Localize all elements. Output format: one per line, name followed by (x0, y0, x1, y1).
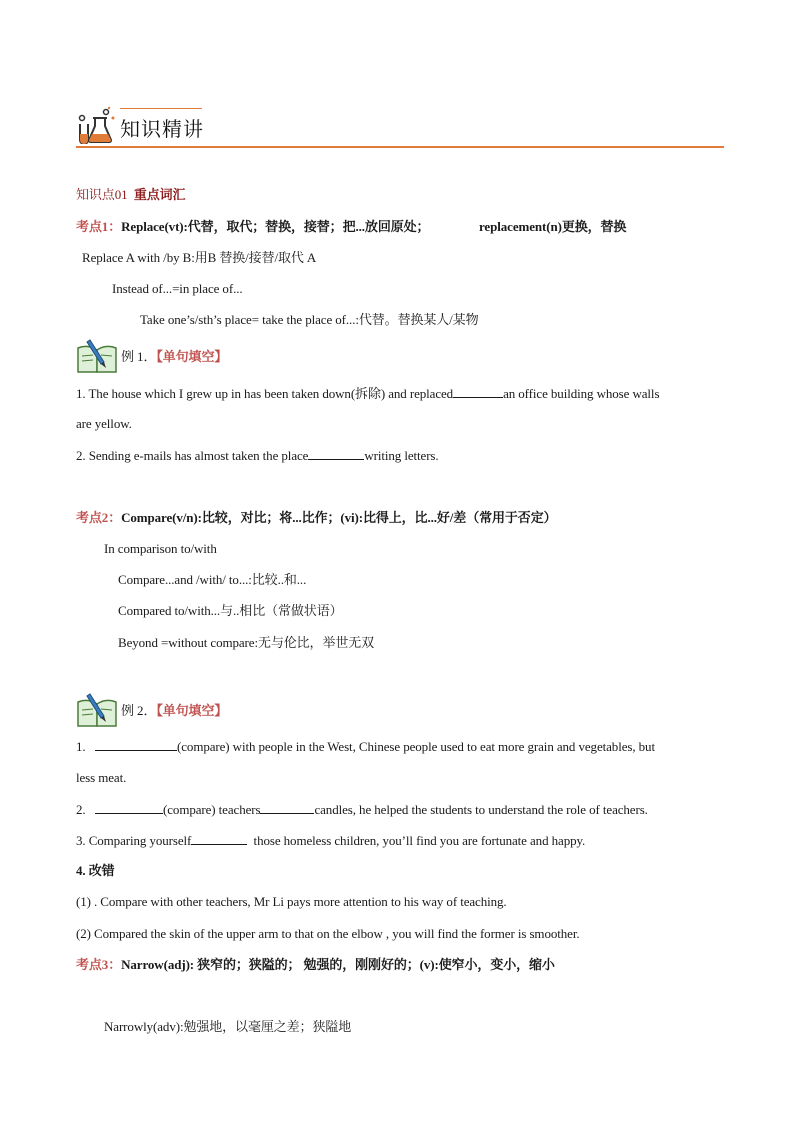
book-pencil-icon (76, 338, 120, 374)
ex1-q1-text-b: an office building whose walls (503, 386, 660, 401)
kd3-line1: Narrowly(adv):勉强地，以毫厘之差；狭隘地 (104, 1019, 352, 1034)
section-title: 重点词汇 (133, 187, 186, 202)
ex1-label: 例 1． (121, 349, 157, 364)
kd2-heading (76, 510, 557, 526)
ex1-q1-text-a: 1. The house which I grew up in has been taken down(拆除) and replaced (76, 386, 454, 401)
section-heading (76, 187, 185, 203)
ex2-q1 (76, 738, 655, 755)
kd3-heading (76, 957, 555, 973)
ex2-q3 (76, 832, 585, 849)
book-pencil-icon (76, 692, 120, 728)
ex2-q2 (76, 801, 648, 818)
kd1-head: Replace(vt):代替，取代；替换，接替；把...放回原处； (121, 219, 430, 234)
ex2-q1-text-b: (compare) with people in the West, Chinese people used to eat more grain and vegetables, but (177, 739, 655, 754)
page-title: 知识精讲 (120, 117, 204, 141)
ex2-tag: 【单句填空】 (156, 703, 228, 718)
ex1-tag: 【单句填空】 (156, 349, 228, 364)
ex2-label: 例 2． (121, 703, 157, 718)
kd3-tag: 考点3： (76, 957, 122, 972)
kd1-line3: Take one’s/sth’s place= take the place of...:代替。替换某人/某物 (140, 312, 479, 327)
title-underline (76, 146, 724, 148)
ex1-q2-text-b: writing letters. (364, 448, 439, 463)
ex2-q2-text-a: 2. (76, 802, 89, 817)
answer-blank[interactable] (453, 385, 503, 398)
kd2-line4: Beyond =without compare:无与伦比，举世无双 (118, 635, 375, 650)
ex2-heading (121, 703, 227, 719)
answer-blank[interactable] (260, 801, 314, 814)
kd2-line1: In comparison to/with (104, 541, 217, 556)
ex2-q4-item1: (1) . Compare with other teachers, Mr Li pays more attention to his way of teaching. (76, 894, 507, 909)
answer-blank[interactable] (95, 738, 177, 751)
ex2-q1-cont: less meat. (76, 770, 127, 785)
ex1-heading (121, 349, 227, 365)
kd1-head2: replacement(n)更换，替换 (479, 219, 627, 234)
kd2-line2: Compare...and /with/ to...:比较..和... (118, 572, 307, 587)
kd3-head: Narrow(adj): 狭窄的；狭隘的； 勉强的，刚刚好的；(v):使窄小，变小，缩小 (121, 957, 555, 972)
kd1-tag: 考点1： (76, 219, 122, 234)
ex2-q4-item2: (2) Compared the skin of the upper arm to that on the elbow , you will find the former is smoother. (76, 926, 580, 941)
section-label: 知识点01 (76, 187, 128, 202)
answer-blank[interactable] (95, 801, 163, 814)
lab-flask-icon (76, 106, 118, 144)
kd1-line2: Instead of...=in place of... (112, 281, 243, 296)
ex2-q3-text-a: 3. Comparing yourself (76, 833, 192, 848)
kd2-tag: 考点2： (76, 510, 122, 525)
ex2-q2-text-c: candles, he helped the students to understand the role of teachers. (314, 802, 648, 817)
ex1-q1-cont: are yellow. (76, 416, 132, 431)
ex1-q2 (76, 447, 439, 464)
ex2-q4-heading: 4. 改错 (76, 863, 115, 878)
kd2-line3: Compared to/with...与..相比（常做状语） (118, 603, 343, 618)
ex1-q2-text-a: 2. Sending e-mails has almost taken the place (76, 448, 309, 463)
ex2-q3-text-b: those homeless children, you’ll find you are fortunate and happy. (250, 833, 586, 848)
answer-blank[interactable] (191, 832, 247, 845)
ex2-q2-text-b: (compare) teachers (163, 802, 261, 817)
answer-blank[interactable] (308, 447, 364, 460)
ex2-q1-text-a: 1. (76, 739, 89, 754)
header-deco-line (120, 108, 202, 109)
kd1-line1: Replace A with /by B:用B 替换/接替/取代 A (82, 250, 317, 265)
kd2-head: Compare(v/n):比较，对比；将...比作；(vi):比得上，比...好/差（常用于否定） (121, 510, 557, 525)
ex1-q1 (76, 385, 659, 402)
kd1-heading (76, 219, 429, 235)
